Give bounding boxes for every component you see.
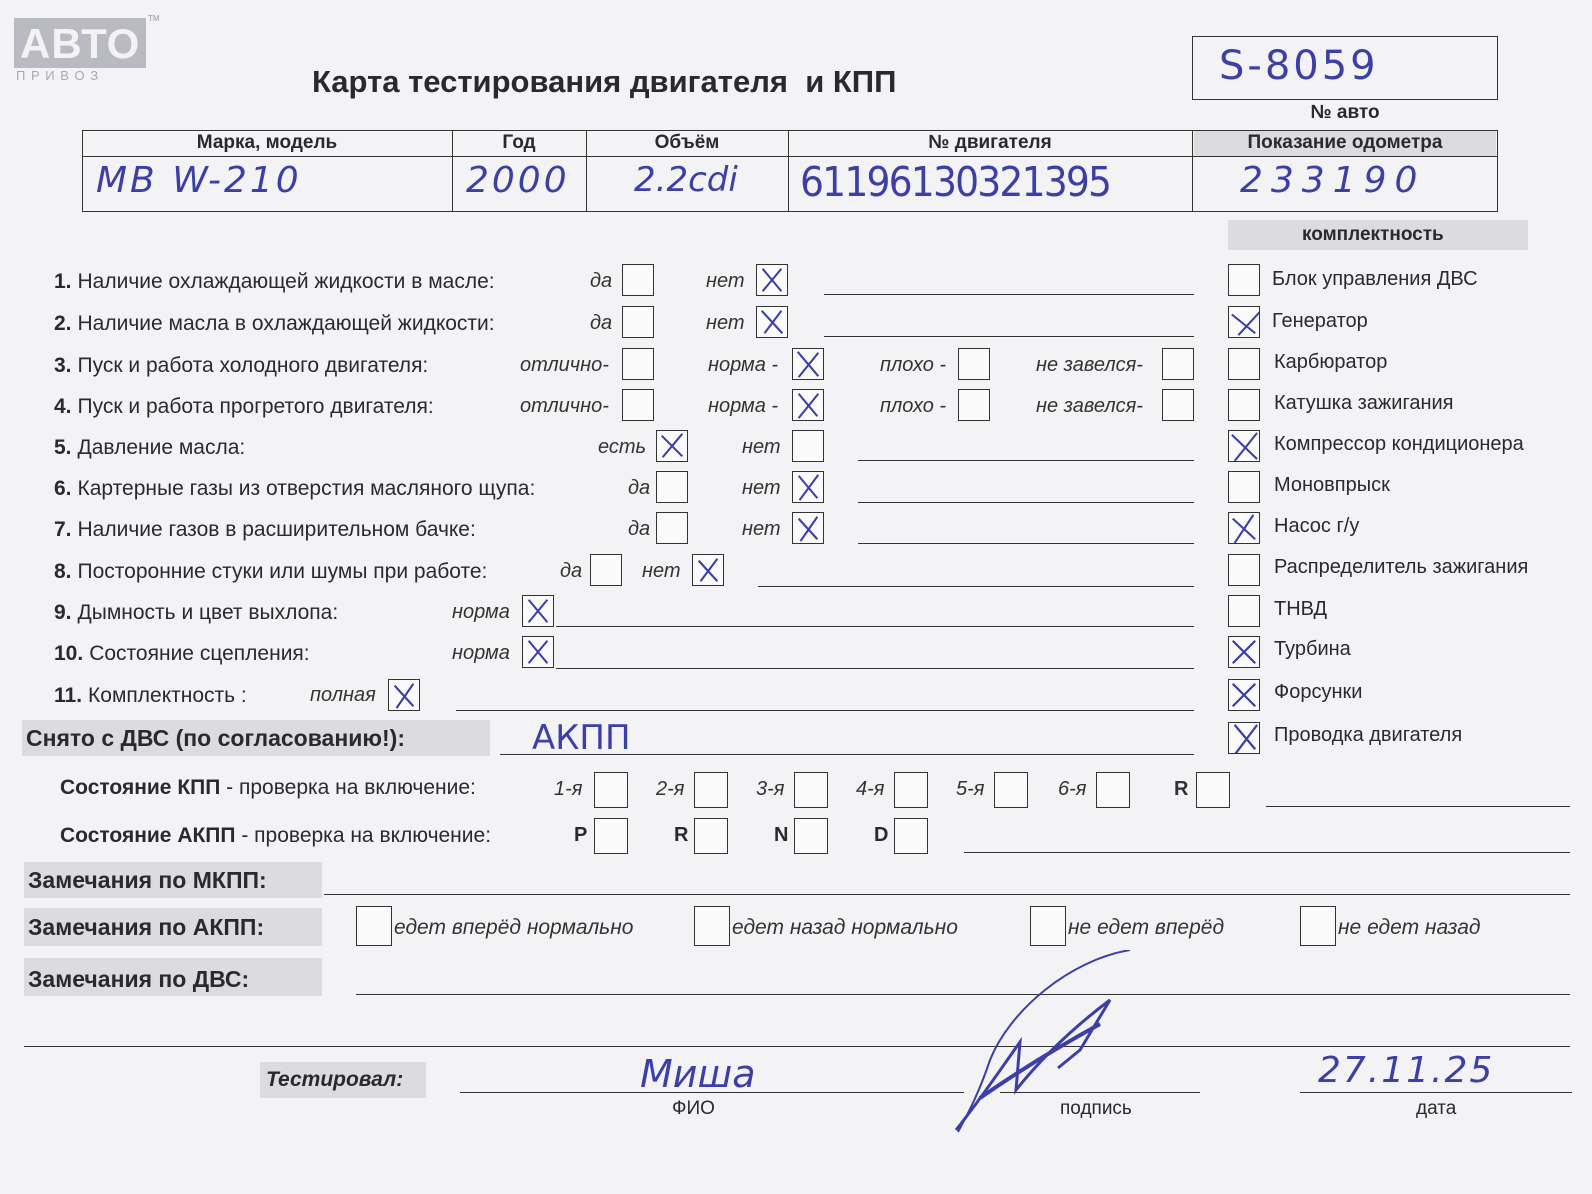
q3-opt-not-started: не завелся- bbox=[1036, 354, 1143, 376]
q5-opt-est: есть bbox=[598, 436, 647, 458]
kpp-gear-6-checkbox[interactable] bbox=[1096, 772, 1130, 808]
q8-checkbox-da[interactable] bbox=[590, 554, 622, 586]
kpp-gear-4-checkbox[interactable] bbox=[894, 772, 928, 808]
remarks-dvs-label: Замечания по ДВС: bbox=[28, 966, 250, 992]
question-number: 8. bbox=[54, 560, 72, 583]
question-number: 2. bbox=[54, 312, 72, 335]
akpp-label-bold: Состояние АКПП bbox=[60, 824, 236, 847]
q4-checkbox-normal[interactable] bbox=[792, 389, 824, 421]
q6-opt-da: да bbox=[628, 477, 651, 499]
akpp-mode-r-checkbox[interactable] bbox=[694, 818, 728, 854]
q4-opt-excellent: отлично- bbox=[520, 395, 609, 417]
akpp-forward-normal-checkbox[interactable] bbox=[356, 906, 392, 946]
question-3 bbox=[54, 354, 428, 378]
question-7 bbox=[54, 518, 476, 542]
value-odometer: 233190 bbox=[1240, 160, 1426, 201]
tested-sign-line bbox=[1000, 1092, 1200, 1093]
page-title: Карта тестирования двигателя и КПП bbox=[312, 64, 897, 99]
logo-tm: TM bbox=[148, 14, 160, 23]
question-number: 7. bbox=[54, 518, 72, 541]
question-text: Картерные газы из отверстия масляного щупа: bbox=[77, 477, 536, 500]
header-row-divider bbox=[82, 156, 1498, 157]
q9-notes-line bbox=[556, 626, 1194, 627]
auto-number-box bbox=[1192, 36, 1498, 100]
q6-checkbox-da[interactable] bbox=[656, 471, 688, 503]
question-1 bbox=[54, 270, 495, 294]
kpp-notes-line bbox=[1266, 806, 1570, 807]
col-header-volume: Объём bbox=[654, 132, 720, 153]
tested-fio-line bbox=[460, 1092, 964, 1093]
q8-checkbox-net[interactable] bbox=[692, 554, 724, 586]
akpp-backward-normal-checkbox[interactable] bbox=[694, 906, 730, 946]
auto-number-label: № авто bbox=[1310, 102, 1380, 123]
kpp-gear-6-label: 6-я bbox=[1058, 778, 1087, 800]
q10-opt-norma: норма bbox=[452, 642, 510, 664]
question-number: 3. bbox=[54, 354, 72, 377]
akpp-mode-d-label: D bbox=[874, 824, 889, 846]
q2-notes-line bbox=[824, 336, 1194, 337]
kpp-gear-r-checkbox[interactable] bbox=[1196, 772, 1230, 808]
q1-opt-da: да bbox=[590, 270, 613, 292]
value-model: МВ W-210 bbox=[96, 160, 302, 201]
value-year: 2000 bbox=[466, 160, 570, 201]
akpp-mode-r-label: R bbox=[674, 824, 689, 846]
q5-opt-net: нет bbox=[742, 436, 781, 458]
komplekt-label-injection-pump: ТНВД bbox=[1274, 598, 1328, 620]
kpp-gear-3-label: 3-я bbox=[756, 778, 785, 800]
value-volume: 2.2cdi bbox=[634, 160, 738, 200]
tested-label: Тестировал: bbox=[266, 1068, 404, 1091]
q2-opt-da: да bbox=[590, 312, 613, 334]
q1-opt-net: нет bbox=[706, 270, 745, 292]
q4-opt-not-started: не завелся- bbox=[1036, 395, 1143, 417]
question-5 bbox=[54, 436, 245, 460]
question-11 bbox=[54, 684, 247, 708]
komplekt-label-generator: Генератор bbox=[1272, 310, 1368, 332]
col-header-odometer: Показание одометра bbox=[1247, 132, 1443, 153]
kpp-gear-5-checkbox[interactable] bbox=[994, 772, 1028, 808]
logo bbox=[14, 18, 146, 68]
komplekt-checkbox-ignition-coil[interactable] bbox=[1228, 389, 1260, 421]
akpp-forward-normal-label: едет вперёд нормально bbox=[394, 916, 634, 939]
komplekt-checkbox-generator[interactable] bbox=[1228, 306, 1260, 338]
question-text: Дымность и цвет выхлопа: bbox=[77, 601, 339, 624]
question-number: 10. bbox=[54, 642, 84, 665]
q5-notes-line bbox=[858, 460, 1194, 461]
logo-subtitle: П Р И В О З bbox=[16, 68, 100, 83]
q11-checkbox-full[interactable] bbox=[388, 679, 420, 711]
komplekt-label-ignition-coil: Катушка зажигания bbox=[1274, 392, 1454, 414]
komplekt-label-ac-compressor: Компрессор кондиционера bbox=[1274, 433, 1524, 455]
komplekt-checkbox-turbine[interactable] bbox=[1228, 636, 1260, 668]
kpp-label-rest: - проверка на включение: bbox=[220, 776, 476, 799]
komplekt-label-engine-wiring: Проводка двигателя bbox=[1274, 724, 1463, 746]
q4-checkbox-bad[interactable] bbox=[958, 389, 990, 421]
col-header-year: Год bbox=[502, 132, 536, 153]
akpp-backward-normal-label: едет назад нормально bbox=[732, 916, 958, 939]
tested-fio-label: ФИО bbox=[672, 1098, 715, 1119]
question-number: 11. bbox=[54, 684, 83, 707]
col-header-model: Марка, модель bbox=[196, 132, 338, 153]
komplekt-checkbox-mono-injection[interactable] bbox=[1228, 471, 1260, 503]
q3-opt-normal: норма - bbox=[708, 354, 779, 376]
q9-checkbox-norma[interactable] bbox=[522, 595, 554, 627]
akpp-mode-p-label: P bbox=[574, 824, 588, 846]
kpp-gear-4-label: 4-я bbox=[856, 778, 885, 800]
kpp-label bbox=[60, 776, 476, 800]
value-engine-no: 61196130321395 bbox=[800, 158, 1111, 206]
komplekt-label-power-steering-pump: Насос г/у bbox=[1274, 515, 1360, 537]
q4-opt-bad: плохо - bbox=[880, 395, 947, 417]
question-8 bbox=[54, 560, 487, 584]
kpp-label-bold: Состояние КПП bbox=[60, 776, 221, 799]
komplekt-label-carburetor: Карбюратор bbox=[1274, 351, 1388, 373]
q4-opt-normal: норма - bbox=[708, 395, 779, 417]
question-text: Наличие охлаждающей жидкости в масле: bbox=[77, 270, 495, 293]
removed-value: АКПП bbox=[532, 718, 631, 758]
komplekt-checkbox-distributor[interactable] bbox=[1228, 554, 1260, 586]
question-6 bbox=[54, 477, 535, 501]
komplekt-checkbox-ac-compressor[interactable] bbox=[1228, 430, 1260, 462]
question-text: Посторонние стуки или шумы при работе: bbox=[77, 560, 488, 583]
q7-checkbox-net[interactable] bbox=[792, 512, 824, 544]
komplekt-label-mono-injection: Моновпрыск bbox=[1274, 474, 1390, 496]
kpp-gear-5-label: 5-я bbox=[956, 778, 985, 800]
q3-opt-excellent: отлично- bbox=[520, 354, 609, 376]
question-number: 1. bbox=[54, 270, 72, 293]
q3-checkbox-not-started[interactable] bbox=[1162, 348, 1194, 380]
tested-sign-label: подпись bbox=[1060, 1098, 1132, 1119]
q7-opt-net: нет bbox=[742, 518, 781, 540]
q3-checkbox-bad[interactable] bbox=[958, 348, 990, 380]
komplekt-checkbox-power-steering-pump[interactable] bbox=[1228, 512, 1260, 544]
q7-opt-da: да bbox=[628, 518, 651, 540]
question-2 bbox=[54, 312, 495, 336]
q3-checkbox-normal[interactable] bbox=[792, 348, 824, 380]
question-9 bbox=[54, 601, 338, 625]
q1-checkbox-net[interactable] bbox=[756, 264, 788, 296]
kpp-gear-1-checkbox[interactable] bbox=[594, 772, 628, 808]
q3-opt-bad: плохо - bbox=[880, 354, 947, 376]
question-number: 6. bbox=[54, 477, 72, 500]
col-header-engine-no: № двигателя bbox=[928, 132, 1052, 153]
question-text: Пуск и работа прогретого двигателя: bbox=[77, 395, 434, 418]
akpp-mode-d-checkbox[interactable] bbox=[894, 818, 928, 854]
komplekt-checkbox-ecu[interactable] bbox=[1228, 264, 1260, 296]
question-text: Наличие газов в расширительном бачке: bbox=[77, 518, 476, 541]
question-text: Пуск и работа холодного двигателя: bbox=[77, 354, 429, 377]
q7-checkbox-da[interactable] bbox=[656, 512, 688, 544]
remarks-akpp-label: Замечания по АКПП: bbox=[28, 914, 265, 940]
akpp-label-rest: - проверка на включение: bbox=[235, 824, 492, 847]
removed-label: Снято с ДВС (по согласованию!): bbox=[26, 725, 405, 751]
kpp-gear-r-label: R bbox=[1174, 778, 1189, 800]
akpp-notes-line bbox=[964, 852, 1570, 853]
question-10 bbox=[54, 642, 310, 666]
q7-notes-line bbox=[858, 543, 1194, 544]
kpp-gear-1-label: 1-я bbox=[554, 778, 583, 800]
question-number: 5. bbox=[54, 436, 72, 459]
question-number: 9. bbox=[54, 601, 72, 624]
tested-fio-value: Миша bbox=[640, 1052, 756, 1096]
q5-checkbox-net[interactable] bbox=[792, 430, 824, 462]
kpp-gear-2-checkbox[interactable] bbox=[694, 772, 728, 808]
q6-opt-net: нет bbox=[742, 477, 781, 499]
akpp-no-backward-checkbox[interactable] bbox=[1300, 906, 1336, 946]
kpp-gear-3-checkbox[interactable] bbox=[794, 772, 828, 808]
q11-opt-full: полная bbox=[310, 684, 376, 706]
q6-checkbox-net[interactable] bbox=[792, 471, 824, 503]
q1-checkbox-da[interactable] bbox=[622, 264, 654, 296]
akpp-mode-n-checkbox[interactable] bbox=[794, 818, 828, 854]
tested-date-line bbox=[1300, 1092, 1572, 1093]
question-text: Состояние сцепления: bbox=[89, 642, 310, 665]
remarks-dvs-line-2 bbox=[24, 1046, 1570, 1047]
auto-number-value: S-8059 bbox=[1219, 43, 1379, 89]
q2-opt-net: нет bbox=[706, 312, 745, 334]
q1-notes-line bbox=[824, 294, 1194, 295]
question-4 bbox=[54, 395, 434, 419]
removed-notes-line bbox=[500, 754, 1194, 755]
question-text: Давление масла: bbox=[77, 436, 246, 459]
q10-checkbox-norma[interactable] bbox=[522, 636, 554, 668]
kpp-gear-2-label: 2-я bbox=[656, 778, 685, 800]
komplekt-checkbox-injectors[interactable] bbox=[1228, 679, 1260, 711]
akpp-no-forward-label: не едет вперёд bbox=[1068, 916, 1225, 939]
komplekt-label-turbine: Турбина bbox=[1274, 638, 1351, 660]
q2-checkbox-net[interactable] bbox=[756, 306, 788, 338]
q11-notes-line bbox=[456, 710, 1194, 711]
remarks-mkpp-line bbox=[324, 894, 1570, 895]
remarks-mkpp-label: Замечания по МКПП: bbox=[28, 867, 267, 893]
komplekt-checkbox-carburetor[interactable] bbox=[1228, 348, 1260, 380]
akpp-mode-p-checkbox[interactable] bbox=[594, 818, 628, 854]
logo-text: АВТО bbox=[20, 20, 141, 67]
komplekt-title: комплектность bbox=[1302, 224, 1444, 245]
akpp-no-backward-label: не едет назад bbox=[1338, 916, 1481, 939]
tested-date-label: дата bbox=[1416, 1098, 1457, 1119]
q5-checkbox-est[interactable] bbox=[656, 430, 688, 462]
q8-opt-net: нет bbox=[642, 560, 681, 582]
q2-checkbox-da[interactable] bbox=[622, 306, 654, 338]
komplekt-label-ecu: Блок управления ДВС bbox=[1272, 268, 1478, 290]
q9-opt-norma: норма bbox=[452, 601, 510, 623]
q4-checkbox-not-started[interactable] bbox=[1162, 389, 1194, 421]
komplekt-checkbox-engine-wiring[interactable] bbox=[1228, 722, 1260, 754]
q4-checkbox-excellent[interactable] bbox=[622, 389, 654, 421]
tested-date-value: 27.11.25 bbox=[1318, 1050, 1495, 1091]
q8-opt-da: да bbox=[560, 560, 583, 582]
q10-notes-line bbox=[556, 668, 1194, 669]
question-text: Наличие масла в охлаждающей жидкости: bbox=[77, 312, 495, 335]
akpp-label bbox=[60, 824, 491, 848]
question-number: 4. bbox=[54, 395, 72, 418]
q8-notes-line bbox=[758, 586, 1194, 587]
komplekt-checkbox-injection-pump[interactable] bbox=[1228, 595, 1260, 627]
q6-notes-line bbox=[858, 502, 1194, 503]
komplekt-label-distributor: Распределитель зажигания bbox=[1274, 556, 1529, 578]
q3-checkbox-excellent[interactable] bbox=[622, 348, 654, 380]
akpp-no-forward-checkbox[interactable] bbox=[1030, 906, 1066, 946]
akpp-mode-n-label: N bbox=[774, 824, 789, 846]
komplekt-label-injectors: Форсунки bbox=[1274, 681, 1363, 703]
question-text: Комплектность : bbox=[88, 684, 247, 707]
